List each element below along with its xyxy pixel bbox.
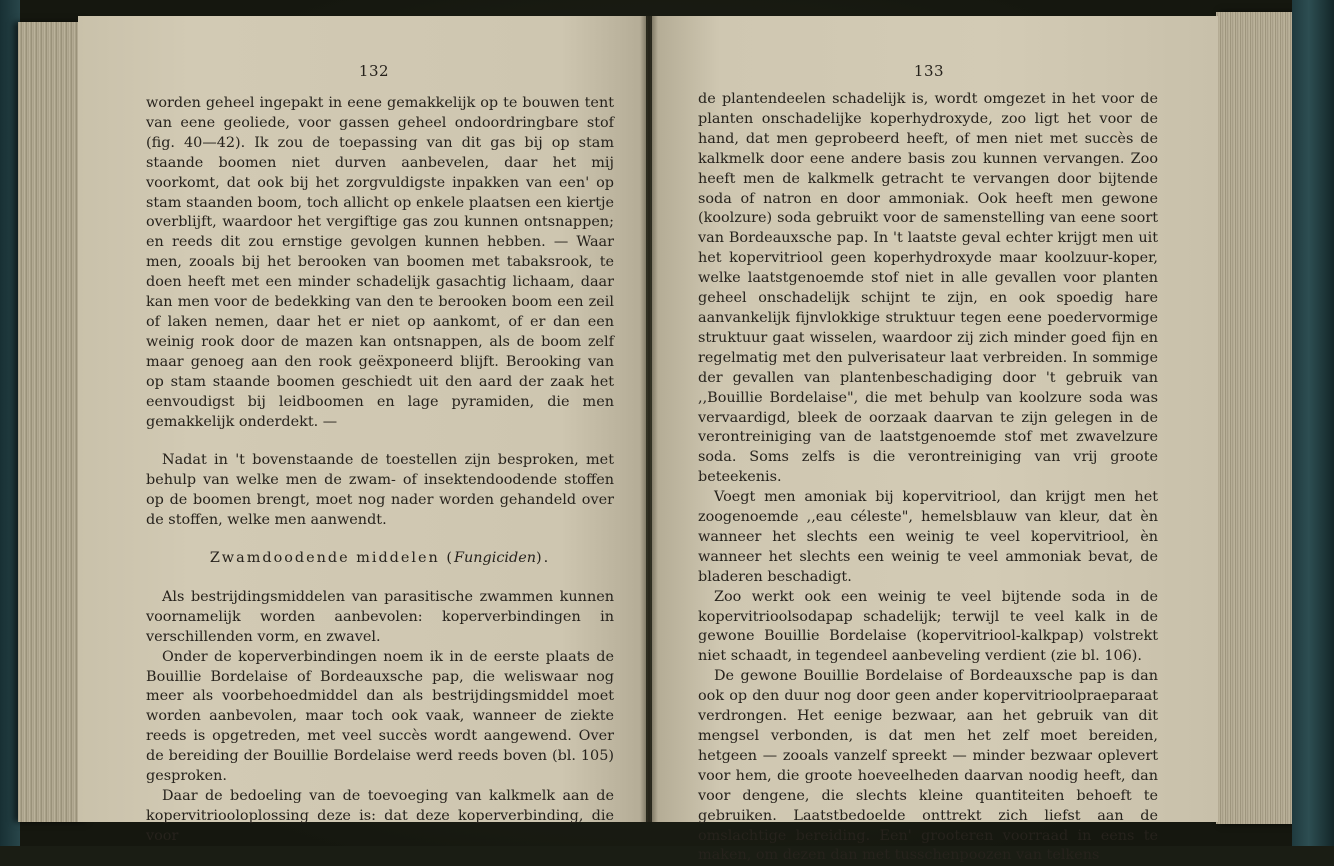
paragraph: Onder de koperverbindingen noem ik in de eerste plaats de Bouillie Bordelaise of Bordeauxsche pap, die weliswaar nog meer als voorbehoedmiddel dan als bestrijdingsmiddel moet worden aanbevolen, maar toch ook vaak, wanneer de ziekte reeds is opgetreden, met veel succès wordt aangewend. Over de bereiding der Bouillie Bordelaise werd reeds boven (bl. 105) gesproken. <box>146 648 614 785</box>
body-text <box>146 94 614 847</box>
paragraph: Als bestrijdingsmiddelen van parasitische zwammen kunnen voornamelijk worden aanbevolen: koperverbindingen in verschillenden vorm, en zwavel. <box>146 588 614 645</box>
section-heading: Zwamdoodende middelen (Fungiciden). <box>209 550 551 567</box>
paragraph: de plantendeelen schadelijk is, wordt omgezet in het voor de planten onschadelijke koperhydroxyde, zoo ligt het voor de hand, dat men geprobeerd heeft, of men niet met succès de kalkmelk door eene andere basis zou kunnen vervangen. Zoo heeft men de kalkmelk getracht te vervangen door bijtende soda of natron en door ammoniak. Ook heeft men gewone (koolzure) soda gebruikt voor de samenstelling van eene soort van Bordeauxsche pap. In 't laatste geval echter krijgt men uit het kopervitriool geen koperhydroxyde maar koolzuur-koper, welke laatstgenoemde stof niet in alle gevallen voor planten geheel onschadelijk schijnt te zijn, en ook spoedig hare aanvankelijk fijnvlokkige struktuur tegen eene poedervormige struktuur gaat wisselen, waardoor zij zich minder goed fijn en regelmatig met den pulverisateur laat verbreiden. In sommige der gevallen van plantenbeschadiging door 't gebruik van ,,Bouillie Bordelaise", die met behulp van koolzure soda was vervaardigd, bleek de oorzaak daarvan te zijn gelegen in de verontreiniging van de laatstgenoemde stof met zwavelzure soda. Soms zelfs is die verontreiniging van vrij groote beteekenis. <box>698 91 1158 486</box>
heading-text: Zwamdoodende middelen <box>209 550 440 567</box>
right-page <box>652 16 1218 864</box>
book-cover-right <box>1292 0 1334 846</box>
paragraph: Voegt men amoniak bij kopervitriool, dan krijgt men het zoogenoemde ,,eau céleste", hemelsblauw van kleur, dat èn wanneer het slechts een weinig te veel kopervitriool, èn wanneer het slechts een weinig te veel ammoniak bevat, de bladeren beschadigt. <box>698 489 1158 585</box>
page-number: 133 <box>913 62 945 80</box>
paragraph: Daar de bedoeling van de toevoeging van kalkmelk aan de kopervitriooloplossing deze is: dat deze koperverbinding, die voor <box>146 788 614 844</box>
page-stack-right <box>1216 12 1292 824</box>
book-gutter <box>640 16 658 822</box>
page-number: 132 <box>358 62 390 80</box>
paragraph: Nadat in 't bovenstaande de toestellen zijn besproken, met behulp van welke men de zwam- of insektendoodende stoffen op de boomen brengt, moet nog nader worden gehandeld over de stoffen, welke men aanwendt. <box>146 452 614 529</box>
paragraph: De gewone Bouillie Bordelaise of Bordeauxsche pap is dan ook op den duur nog door geen ander kopervitrioolpraeparaat verdrongen. Het eenige bezwaar, aan het gebruik van dit mengsel verbonden, is dat men het zelf moet bereiden, hetgeen — zooals vanzelf spreekt — minder bezwaar oplevert voor hem, die groote hoeveelheden daarvan noodig heeft, dan voor dengene, die slechts kleine quantiteiten behoeft te gebruiken. Laatstbedoelde onttrekt zich liefst aan de omslachtige bereiding. Een' grooteren voorraad in eens te maken, om dezen dan met tusschenpoozen van telkens <box>698 668 1158 864</box>
paragraph: Zoo werkt ook een weinig te veel bijtende soda in de kopervitrioolsodapap schadelijk; terwijl te veel kalk in de gewone Bouillie Bordelaise (kopervitriool-kalkpap) volstrekt niet schaadt, in tegendeel aanbeveling verdient (zie bl. 106). <box>698 588 1158 665</box>
body-text <box>698 90 1158 866</box>
left-page <box>78 16 646 844</box>
book-cover-left <box>0 0 20 846</box>
heading-italic: Fungiciden <box>453 550 536 567</box>
paragraph: worden geheel ingepakt in eene gemakkelijk op te bouwen tent van eene geoliede, voor gassen geheel ondoordringbare stof (fig. 40—42). Ik zou de toepassing van dit gas bij op stam staande boomen niet durven aanbevelen, daar het mij voorkomt, dat ook bij het zorgvuldigste inpakken van een' op stam staanden boom, toch allicht op enkele plaatsen een kiertje overblijft, waardoor het vergiftige gas zou kunnen ontsnappen; en reeds dit zou ernstige gevolgen kunnen hebben. — Waar men, zooals bij het berooken van boomen met tabaksrook, te doen heeft met een minder schadelijk gasachtig lichaam, daar kan men voor de bedekking van den te berooken boom een zeil of laken nemen, daar het er niet op aankomt, of er dan een weinig rook door de mazen kan ontsnappen, als de boom zelf maar genoeg aan den rook geëxponeerd blijft. Berooking van op stam staande boomen geschiedt uit den aard der zaak het eenvoudigst bij leidboomen en lage pyramiden, die men gemakkelijk onderdekt. — <box>146 95 614 430</box>
